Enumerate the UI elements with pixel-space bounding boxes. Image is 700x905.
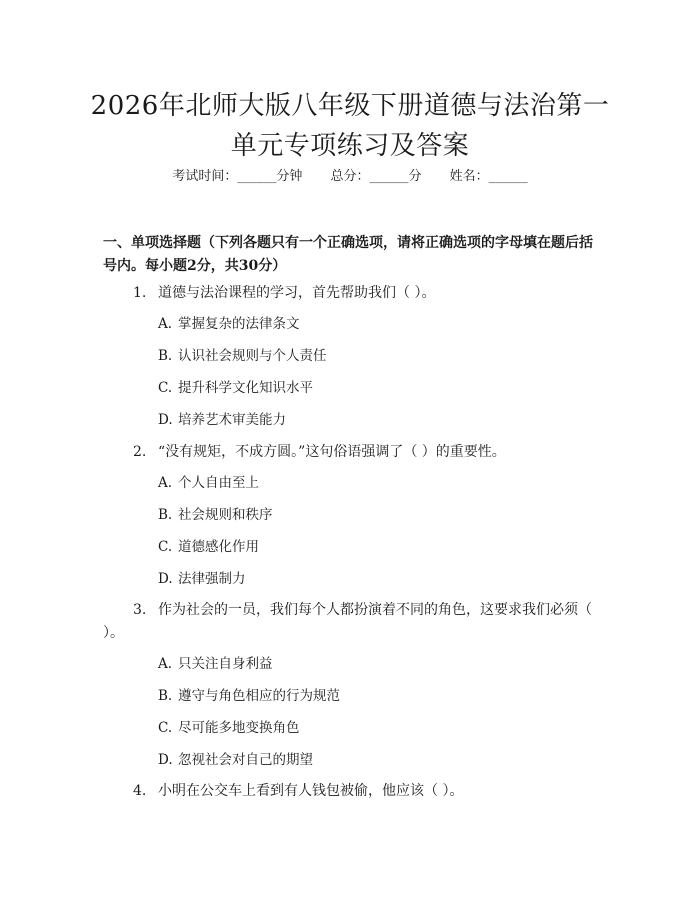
question-number: 1. (133, 285, 147, 301)
option-letter: B. (158, 348, 173, 364)
option-text: 忽视社会对自己的期望 (178, 752, 313, 768)
question-2-option-a (158, 473, 598, 493)
option-letter: C. (158, 539, 173, 555)
question-3-option-a (158, 654, 598, 674)
option-letter: D. (158, 412, 173, 428)
question-3 (103, 599, 603, 645)
question-4 (103, 780, 603, 803)
option-text: 培养艺术审美能力 (178, 412, 286, 428)
total-score-field: 总分：______分 (330, 169, 422, 184)
question-text: 道德与法治课程的学习，首先帮助我们（ ）。 (158, 285, 436, 301)
option-letter: A. (158, 656, 173, 672)
option-text: 只关注自身利益 (178, 656, 273, 672)
exam-time-field: 考试时间：______分钟 (172, 169, 303, 184)
question-text: 小明在公交车上看到有人钱包被偷，他应该（ ）。 (158, 783, 464, 799)
option-letter: A. (158, 316, 173, 332)
question-3-option-c (158, 718, 598, 738)
question-number: 2. (133, 444, 147, 460)
option-text: 道德感化作用 (178, 539, 259, 555)
question-2-option-c (158, 537, 598, 557)
question-1-option-d (158, 410, 598, 430)
question-number: 3. (133, 602, 147, 618)
question-1-option-a (158, 314, 598, 334)
option-text: 法律强制力 (178, 571, 246, 587)
question-1-option-b (158, 346, 598, 366)
student-name-field: 姓名：______ (449, 169, 528, 184)
question-number: 4. (133, 783, 147, 799)
section-heading: 一、单项选择题（下列各题只有一个正确选项，请将正确选项的字母填在题后括号内。每小题2分，共30分） (103, 235, 593, 274)
title-line-1: 2026年北师大版八年级下册道德与法治第一 (90, 91, 610, 121)
question-text: “没有规矩，不成方圆。”这句俗语强调了（ ）的重要性。 (158, 444, 506, 460)
question-2-option-d (158, 569, 598, 589)
question-2-option-b (158, 505, 598, 525)
question-3-option-d (158, 750, 598, 770)
option-text: 尽可能多地变换角色 (178, 720, 300, 736)
option-text: 掌握复杂的法律条文 (178, 316, 300, 332)
question-2 (103, 441, 603, 464)
option-text: 个人自由至上 (178, 475, 259, 491)
option-letter: A. (158, 475, 173, 491)
option-letter: C. (158, 380, 173, 396)
option-letter: B. (158, 507, 173, 523)
question-text: 作为社会的一员，我们每个人都扮演着不同的角色，这要求我们必须（ ）。 (103, 602, 592, 641)
question-1 (103, 282, 603, 305)
exam-info (0, 167, 700, 187)
option-text: 遵守与角色相应的行为规范 (178, 688, 340, 704)
document-title (60, 86, 640, 166)
title-line-2: 单元专项练习及答案 (230, 131, 470, 161)
option-text: 提升科学文化知识水平 (178, 380, 313, 396)
option-text: 认识社会规则与个人责任 (178, 348, 327, 364)
option-text: 社会规则和秩序 (178, 507, 273, 523)
option-letter: D. (158, 752, 173, 768)
question-3-option-b (158, 686, 598, 706)
question-1-option-c (158, 378, 598, 398)
option-letter: D. (158, 571, 173, 587)
option-letter: C. (158, 720, 173, 736)
option-letter: B. (158, 688, 173, 704)
